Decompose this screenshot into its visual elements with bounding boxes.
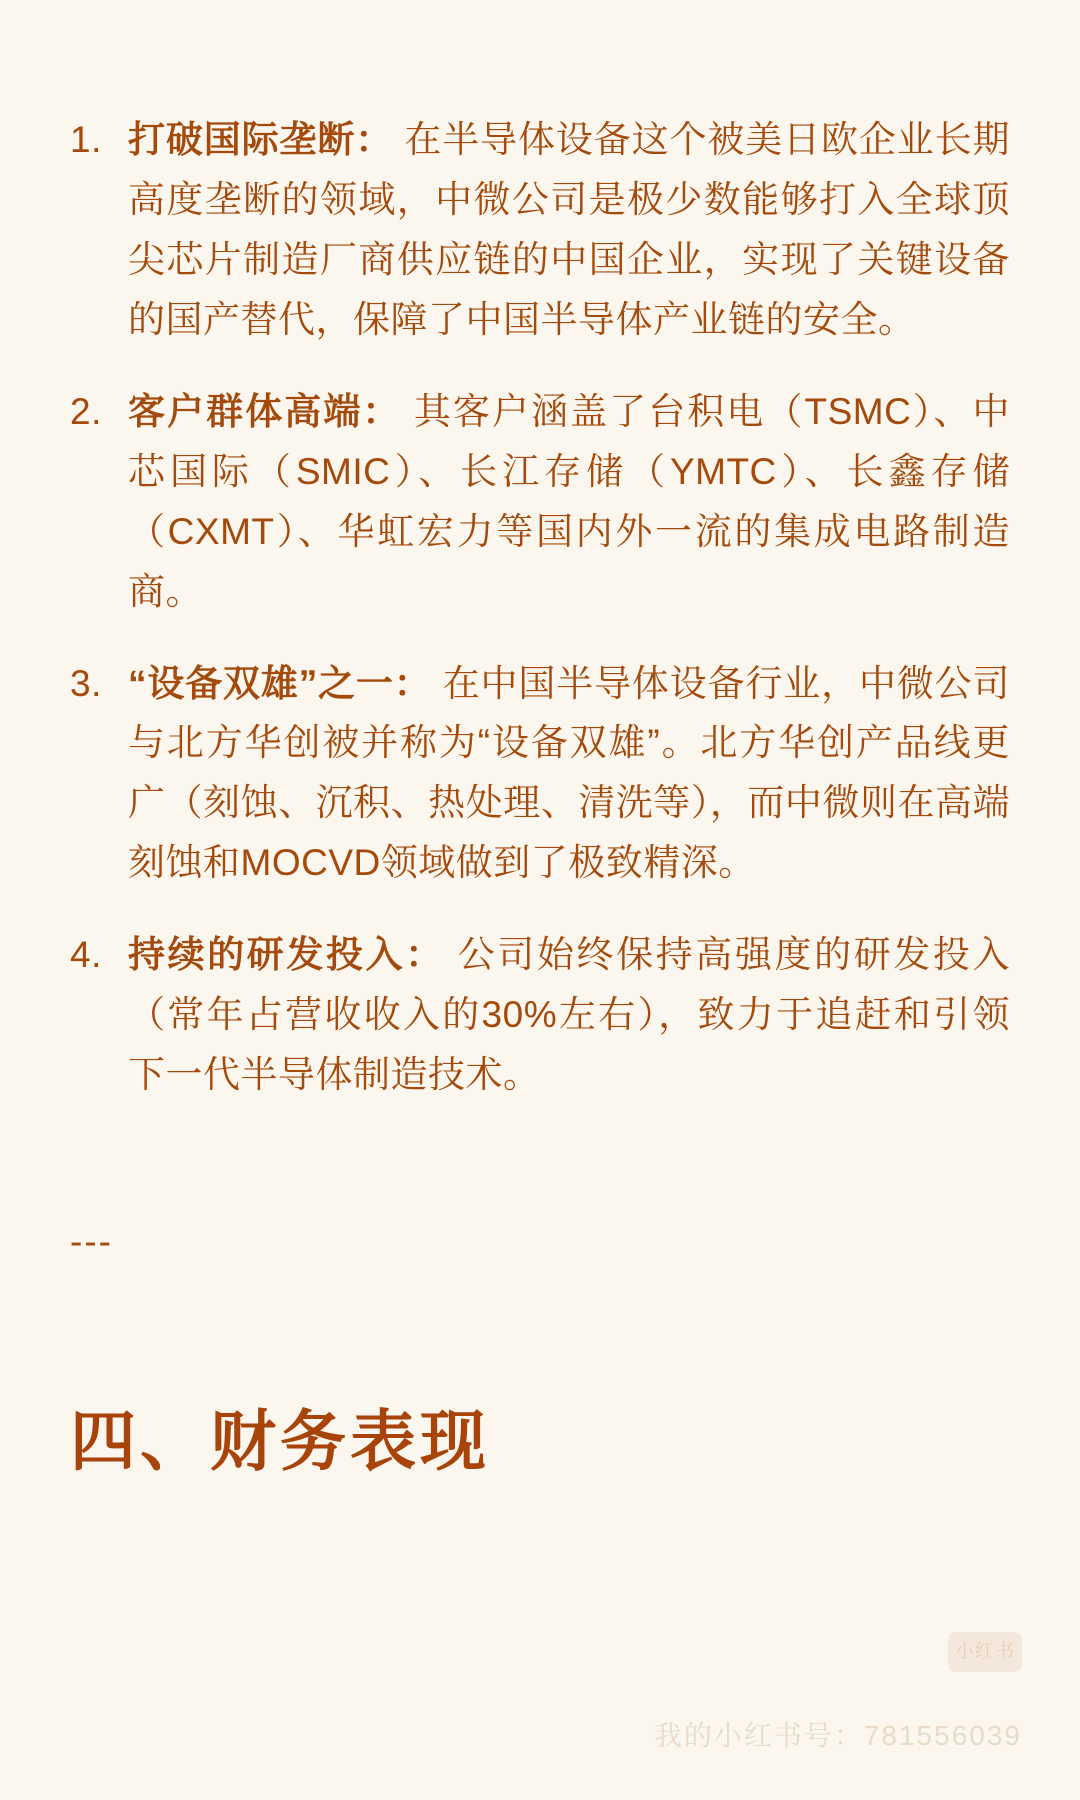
section-divider: ---	[70, 1221, 113, 1263]
list-item-title: “设备双雄”之一：	[128, 662, 432, 704]
list-item-marker: 3.	[70, 662, 102, 704]
list-item-marker: 4.	[70, 934, 102, 976]
list-item-marker: 1.	[70, 119, 102, 160]
list-item-text: 公司始终保持高强度的研发投入（常年占营收收入的30%左右），致力于追赶和引领下一代半导体制造技术。	[128, 934, 1011, 1096]
xiaohongshu-logo-watermark: 小红书	[948, 1632, 1022, 1672]
list-item	[70, 654, 1010, 894]
list-item-title: 打破国际垄断：	[128, 119, 394, 160]
list-item-text: 在中国半导体设备行业，中微公司与北方华创被并称为“设备双雄”。北方华创产品线更广（刻蚀、沉积、热处理、清洗等），而中微则在高端刻蚀和MOCVD领域做到了极致精深。	[128, 662, 1011, 884]
list-item-text: 在半导体设备这个被美日欧企业长期高度垄断的领域，中微公司是极少数能够打入全球顶尖芯片制造厂商供应链的中国企业，实现了关键设备的国产替代，保障了中国半导体产业链的安全。	[128, 119, 1011, 340]
list-item-marker: 2.	[70, 390, 102, 432]
list-item-text: 其客户涵盖了台积电（TSMC）、中芯国际（SMIC）、长江存储（YMTC）、长鑫存储（CXMT）、华虹宏力等国内外一流的集成电路制造商。	[128, 390, 1010, 612]
list-item	[70, 110, 1010, 350]
list-item-title: 持续的研发投入：	[128, 934, 445, 976]
list-item-title: 客户群体高端：	[128, 390, 402, 432]
section-heading: 四、财务表现	[70, 1404, 490, 1479]
list-item	[70, 382, 1010, 622]
numbered-list	[70, 110, 1010, 1105]
list-item	[70, 925, 1010, 1105]
watermark-user-id: 我的小红书号：781556039	[653, 1720, 1022, 1751]
